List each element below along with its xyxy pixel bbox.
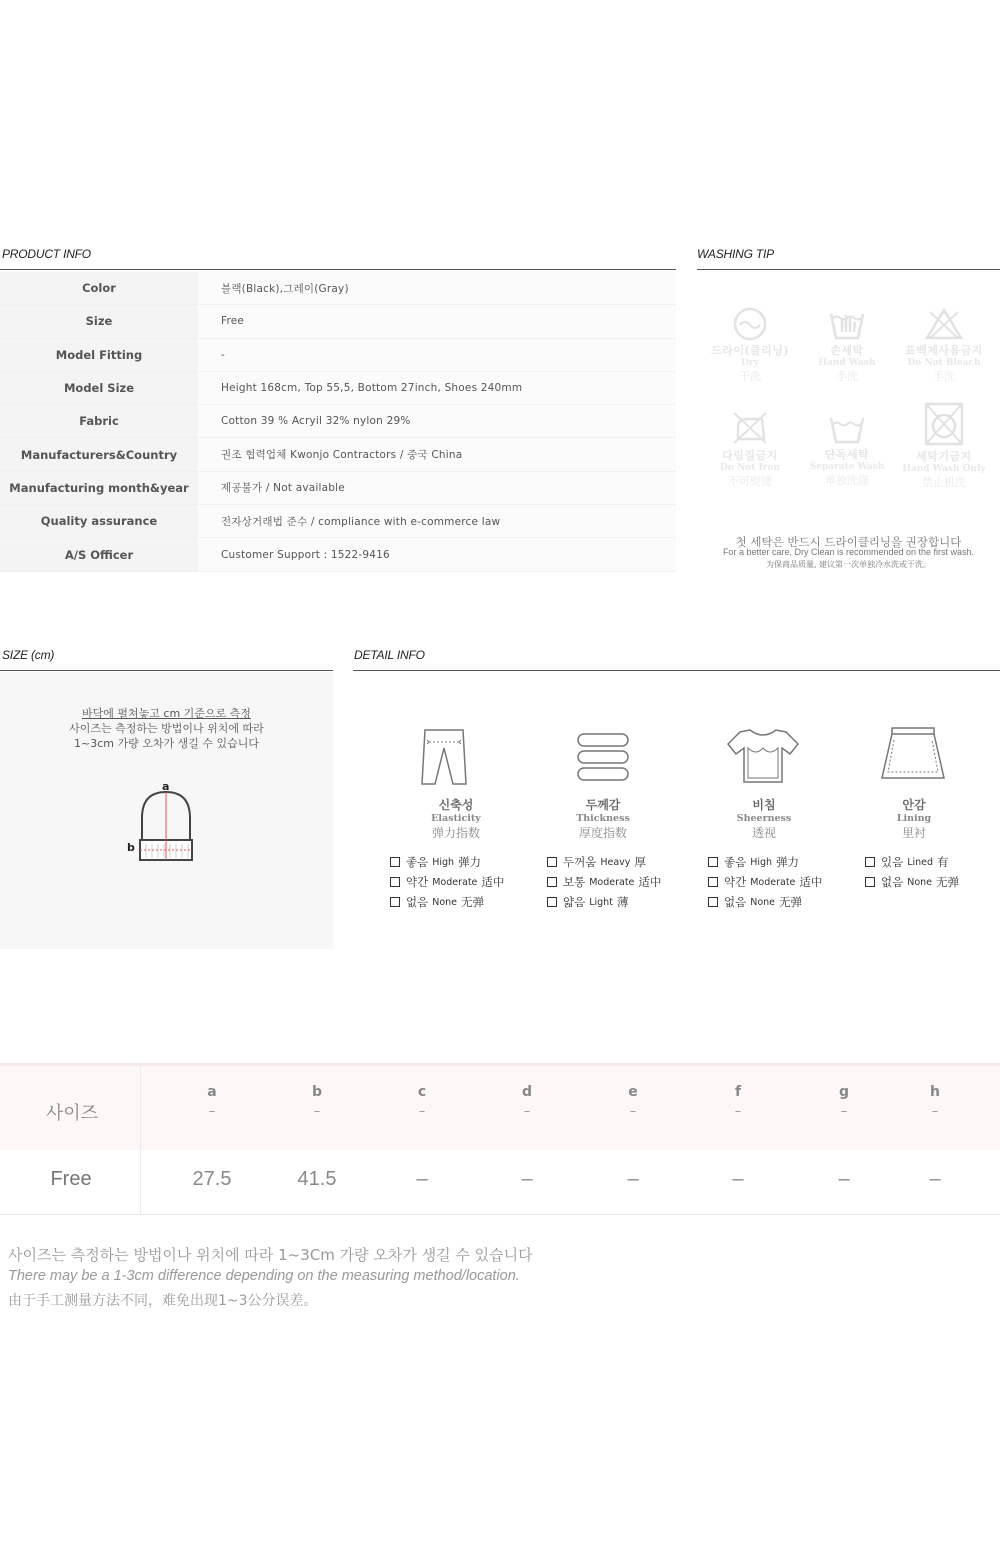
product-info-value: - — [198, 339, 676, 371]
size-table-col-header: h — [930, 1084, 940, 1100]
detail-name-ko: 안감 — [902, 798, 926, 812]
size-note-line1: 바닥에 펼쳐놓고 cm 기준으로 측정 — [82, 707, 251, 720]
checkbox[interactable] — [865, 877, 875, 887]
wash-label-ko: 단독세탁 — [824, 448, 870, 461]
size-table-col-header: f — [734, 1084, 742, 1100]
detail-info-panel — [353, 672, 1000, 949]
wash-label-ko: 다림질금지 — [722, 449, 778, 462]
size-table-cell: – — [838, 1168, 850, 1190]
washing-note-zh: 为保商品质量, 建议第一次单独冷水洗或干洗。 — [765, 560, 932, 569]
wash-item-no-bleach — [894, 306, 994, 384]
wash-item-separate-wash — [797, 410, 897, 488]
product-info-label: Size — [0, 305, 198, 337]
detail-name-zh: 里衬 — [901, 826, 926, 840]
size-table-cell: – — [416, 1168, 428, 1190]
size-table-col-header: a — [207, 1084, 217, 1100]
size-table-cell: – — [627, 1168, 639, 1190]
detail-name-en: Elasticity — [431, 813, 481, 824]
product-info-value: Free — [198, 305, 676, 337]
product-info-value: 제공불가 / Not available — [198, 472, 676, 504]
wash-label-en: Hand Wash — [818, 358, 876, 368]
size-table-cell: – — [732, 1168, 744, 1190]
size-table-row-label: Free — [50, 1168, 92, 1190]
size-table-col-header-value: – — [418, 1104, 426, 1119]
wash-label-en: Hand Wash Only — [902, 464, 986, 474]
size-note-line2: 사이즈는 측정하는 방법이나 위치에 따라 — [69, 722, 264, 735]
stacked-layers-icon — [576, 732, 630, 784]
wash-item-no-machine-wash — [894, 400, 994, 490]
product-info-divider — [0, 269, 676, 270]
product-info-row — [0, 339, 676, 372]
product-info-value: Customer Support : 1522-9416 — [198, 538, 676, 570]
product-info-value: 권조 협력업체 Kwonjo Contractors / 중국 China — [198, 438, 676, 470]
washing-tip-title: WASHING TIP — [697, 247, 774, 261]
size-table-cell: – — [929, 1168, 941, 1190]
detail-name-zh: 厚度指数 — [578, 826, 627, 840]
product-info-value: Cotton 39 % Acryil 32% nylon 29% — [198, 405, 676, 437]
product-info-value: 블랙(Black),그레이(Gray) — [198, 272, 676, 304]
product-info-label: Manufacturers&Country — [0, 438, 198, 470]
detail-name-en: Lining — [896, 813, 932, 824]
checkbox[interactable] — [547, 877, 557, 887]
product-info-row — [0, 538, 676, 571]
wash-label-ko: 손세탁 — [830, 344, 864, 357]
option-light[interactable]: 얇음 Light 薄 — [547, 892, 661, 912]
checkbox[interactable] — [390, 897, 400, 907]
separate-wash-icon — [827, 410, 867, 446]
pants-icon — [419, 726, 469, 786]
wash-label-zh: 干洗 — [739, 370, 761, 383]
no-bleach-icon — [924, 306, 964, 342]
wash-label-en: Do Not Bleach — [907, 358, 981, 368]
checkbox[interactable] — [390, 857, 400, 867]
size-table-col-header-value: – — [208, 1104, 216, 1119]
size-table — [0, 1063, 1000, 1215]
checkbox[interactable] — [708, 877, 718, 887]
product-info-value: Height 168cm, Top 55,5, Bottom 27inch, Shoes 240mm — [198, 372, 676, 404]
option-moderate[interactable]: 약간 Moderate 适中 — [708, 872, 822, 892]
product-info-table — [0, 272, 676, 572]
checkbox[interactable] — [547, 857, 557, 867]
size-table-cell: 41.5 — [297, 1168, 337, 1190]
product-info-title: PRODUCT INFO — [2, 247, 91, 261]
option-moderate[interactable]: 약간 Moderate 适中 — [390, 872, 504, 892]
size-table-col-header-value: – — [523, 1104, 531, 1119]
dry-clean-icon — [730, 306, 770, 342]
detail-name-en: Sheerness — [736, 813, 792, 824]
product-info-row — [0, 472, 676, 505]
size-table-col-header: g — [838, 1084, 850, 1100]
size-title: SIZE (cm) — [2, 648, 55, 662]
size-table-col-header-value: – — [931, 1104, 939, 1119]
wash-label-zh: 不可熨烫 — [728, 475, 772, 488]
option-lined[interactable]: 있음 Lined 有 — [865, 852, 959, 872]
wash-label-ko: 세탁기금지 — [916, 450, 972, 463]
product-info-label: Quality assurance — [0, 505, 198, 537]
option-high[interactable]: 좋음 High 弹力 — [390, 852, 504, 872]
footer-note-en: There may be a 1-3cm difference depending on the measuring method/location. — [8, 1268, 520, 1284]
option-heavy[interactable]: 두꺼움 Heavy 厚 — [547, 852, 661, 872]
wash-label-en: Separate Wash — [809, 462, 885, 472]
product-info-row — [0, 405, 676, 438]
detail-name-ko: 두께감 — [585, 798, 621, 812]
skirt-icon — [878, 726, 948, 782]
detail-name-zh: 透视 — [751, 826, 776, 840]
size-table-cell: 27.5 — [192, 1168, 232, 1190]
footer-note-ko: 사이즈는 측정하는 방법이나 위치에 따라 1~3Cm 가량 오차가 생길 수 있습니다 — [8, 1246, 533, 1264]
size-table-header-label: 사이즈 — [45, 1103, 99, 1124]
hand-wash-icon — [827, 306, 867, 342]
option-none[interactable]: 없음 None 无弹 — [865, 872, 959, 892]
size-table-divider — [140, 1063, 141, 1215]
size-diagram-label-b: b — [127, 841, 135, 854]
size-table-col-header-value: – — [734, 1104, 742, 1119]
size-table-row — [0, 1150, 1000, 1215]
washing-tip-panel — [697, 272, 1000, 577]
wash-label-ko: 드라이(클리닝) — [711, 344, 789, 357]
checkbox[interactable] — [547, 897, 557, 907]
product-info-label: Model Size — [0, 372, 198, 404]
product-info-row — [0, 305, 676, 338]
detail-name-en: Thickness — [576, 813, 630, 824]
detail-name-zh: 弹力指数 — [431, 826, 480, 840]
product-info-label: Fabric — [0, 405, 198, 437]
option-none[interactable]: 없음 None 无弹 — [708, 892, 822, 912]
washing-tip-divider — [697, 269, 1000, 270]
size-diagram-label-a: a — [162, 780, 170, 793]
no-iron-icon — [730, 407, 770, 447]
size-table-col-header-value: – — [629, 1104, 637, 1119]
option-high[interactable]: 좋음 High 弹力 — [708, 852, 822, 872]
wash-label-en: Do Not Iron — [720, 463, 780, 473]
option-none[interactable]: 없음 None 无弹 — [390, 892, 504, 912]
wash-label-en: Dry — [741, 358, 759, 368]
size-table-col-header: e — [628, 1084, 638, 1100]
product-info-row — [0, 505, 676, 538]
detail-info-title: DETAIL INFO — [354, 648, 425, 662]
washing-note-ko: 첫 세탁은 반드시 드라이클리닝을 권장합니다 — [735, 535, 962, 549]
wash-label-zh: 手洗 — [836, 370, 858, 383]
product-info-row — [0, 438, 676, 471]
size-panel — [0, 672, 333, 949]
size-note-line3: 1~3cm 가량 오차가 생길 수 있습니다 — [74, 737, 259, 750]
wash-label-zh: 手洗 — [933, 370, 955, 383]
size-table-col-header-value: – — [840, 1104, 848, 1119]
wash-item-no-iron — [700, 407, 800, 489]
size-table-col-header-value: – — [313, 1104, 321, 1119]
size-table-col-header: b — [311, 1084, 323, 1100]
wash-item-dry — [700, 306, 800, 384]
product-info-label: Model Fitting — [0, 339, 198, 371]
detail-info-divider — [353, 670, 1000, 671]
size-table-col-header: c — [417, 1084, 427, 1100]
tshirt-icon — [726, 726, 800, 786]
checkbox[interactable] — [708, 897, 718, 907]
product-info-value: 전자상거래법 준수 / compliance with e-commerce law — [198, 505, 676, 537]
size-divider — [0, 670, 333, 671]
washing-note-en: For a better care, Dry Clean is recommended on the first wash. — [722, 547, 975, 557]
product-info-label: Color — [0, 272, 198, 304]
no-machine-wash-icon — [922, 400, 966, 448]
detail-name-ko: 비침 — [752, 798, 776, 812]
checkbox[interactable] — [708, 857, 718, 867]
size-table-cell: – — [521, 1168, 533, 1190]
wash-label-zh: 单独洗涤 — [825, 474, 869, 487]
footer-note-zh: 由于手工测量方法不同，难免出现1~3公分误差。 — [8, 1293, 318, 1309]
size-table-col-header: d — [521, 1084, 533, 1100]
product-info-row — [0, 372, 676, 405]
option-moderate[interactable]: 보통 Moderate 适中 — [547, 872, 661, 892]
checkbox[interactable] — [390, 877, 400, 887]
product-info-row — [0, 272, 676, 305]
wash-item-hand-wash — [797, 306, 897, 384]
product-info-label: Manufacturing month&year — [0, 472, 198, 504]
detail-name-ko: 신축성 — [438, 798, 474, 812]
checkbox[interactable] — [865, 857, 875, 867]
size-table-header — [0, 1063, 1000, 1150]
wash-label-ko: 표백제사용금지 — [905, 344, 983, 357]
product-info-label: A/S Officer — [0, 538, 198, 570]
wash-label-zh: 禁止机洗 — [922, 476, 966, 489]
